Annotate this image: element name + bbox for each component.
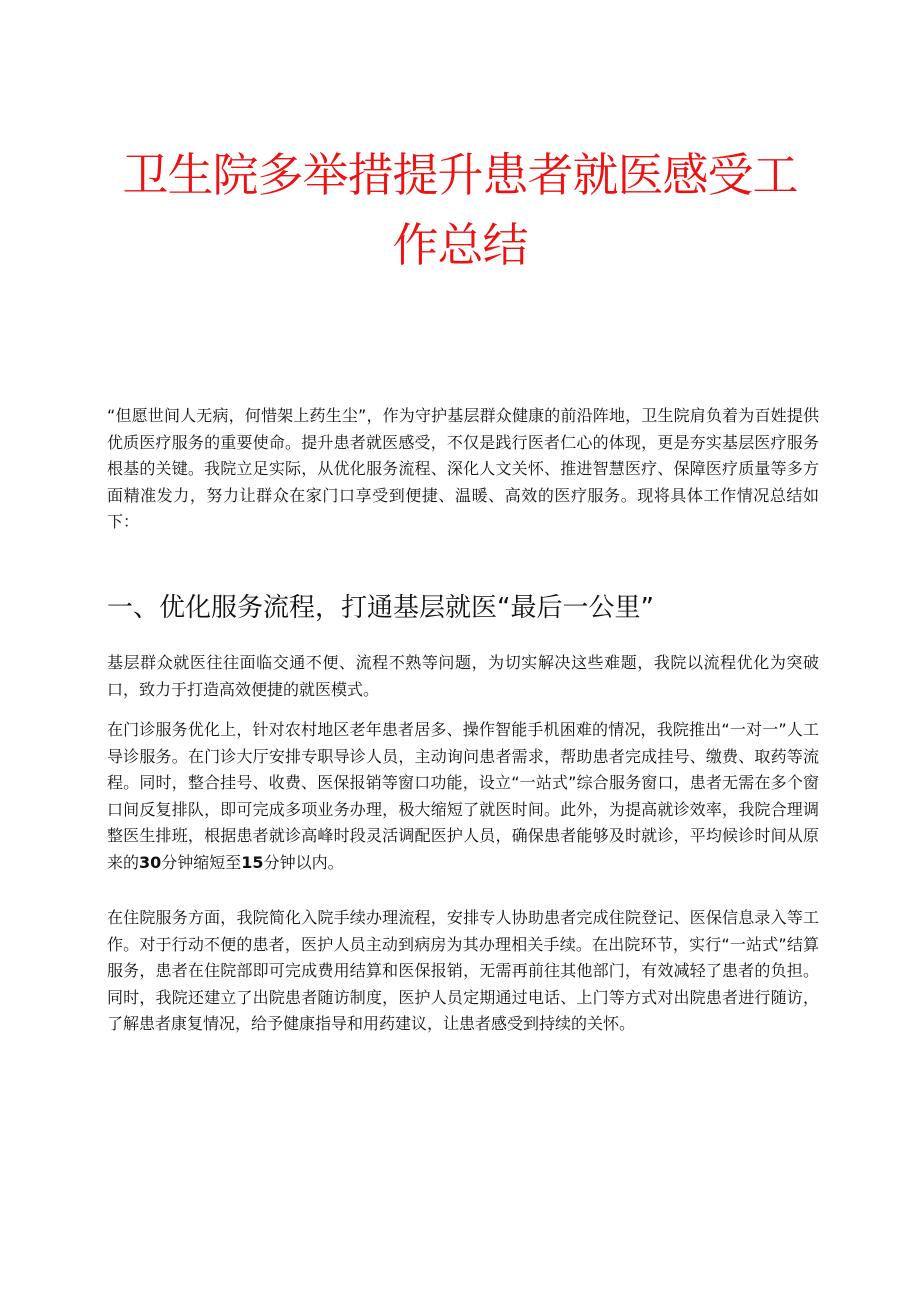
paragraph-text xyxy=(107,717,819,877)
section-1-paragraph-1 xyxy=(107,650,819,703)
paragraph-text: 基层群众就医往往面临交通不便、流程不熟等问题，为切实解决这些难题，我院以流程优化为突破口，致力于打造高效便捷的就医模式。 xyxy=(107,653,819,699)
document-title-line-2: 作总结 xyxy=(392,218,528,272)
intro-text: “但愿世间人无病，何惜架上药生尘”，作为守护基层群众健康的前沿阵地，卫生院肩负着为百姓提供优质医疗服务的重要使命。提升患者就医感受，不仅是践行医者仁心的体现，更是夯实基层医疗服务根基的关键。我院立足实际，从优化服务流程、深化人文关怀、推进智慧医疗、保障医疗质量等多方面精准发力，努力让群众在家门口享受到便捷、温暖、高效的医疗服务。现将具体工作情况总结如下： xyxy=(107,406,819,532)
paragraph-text-part: 在门诊服务优化上，针对农村地区老年患者居多、操作智能手机困难的情况，我院推出“一对一”人工导诊服务。在门诊大厅安排专职导诊人员，主动询问患者需求，帮助患者完成挂号、缴费、取药等流程。同时，整合挂号、收费、医保报销等窗口功能，设立“一站式”综合服务窗口，患者无需在多个窗口间反复排队，即可完成多项业务办理，极大缩短了就医时间。此外，为提高就诊效率，我院合理调整医生排班，根据患者就诊高峰时段灵活调配医护人员，确保患者能够及时就诊，平均候诊时间从原来的 xyxy=(107,720,819,872)
section-1-paragraph-3 xyxy=(107,905,819,1038)
wait-time-before: 30 xyxy=(139,852,162,872)
intro-paragraph xyxy=(107,403,819,536)
section-1-heading: 一、优化服务流程，打通基层就医“最后一公里” xyxy=(107,593,654,623)
paragraph-text: 在住院服务方面，我院简化入院手续办理流程，安排专人协助患者完成住院登记、医保信息录入等工作。对于行动不便的患者，医护人员主动到病房为其办理相关手续。在出院环节，实行“一站式”结算服务，患者在住院部即可完成费用结算和医保报销，无需再前往其他部门，有效减轻了患者的负担。同时，我院还建立了出院患者随访制度，医护人员定期通过电话、上门等方式对出院患者进行随访，了解患者康复情况，给予健康指导和用药建议，让患者感受到持续的关怀。 xyxy=(107,908,819,1034)
wait-time-after: 15 xyxy=(241,852,264,872)
paragraph-text-part: 分钟缩短至 xyxy=(161,852,242,872)
section-1-paragraph-2 xyxy=(107,717,819,877)
document-title-line-1: 卫生院多举措提升患者就医感受工 xyxy=(122,148,798,202)
paragraph-text-part: 分钟以内。 xyxy=(263,852,344,872)
